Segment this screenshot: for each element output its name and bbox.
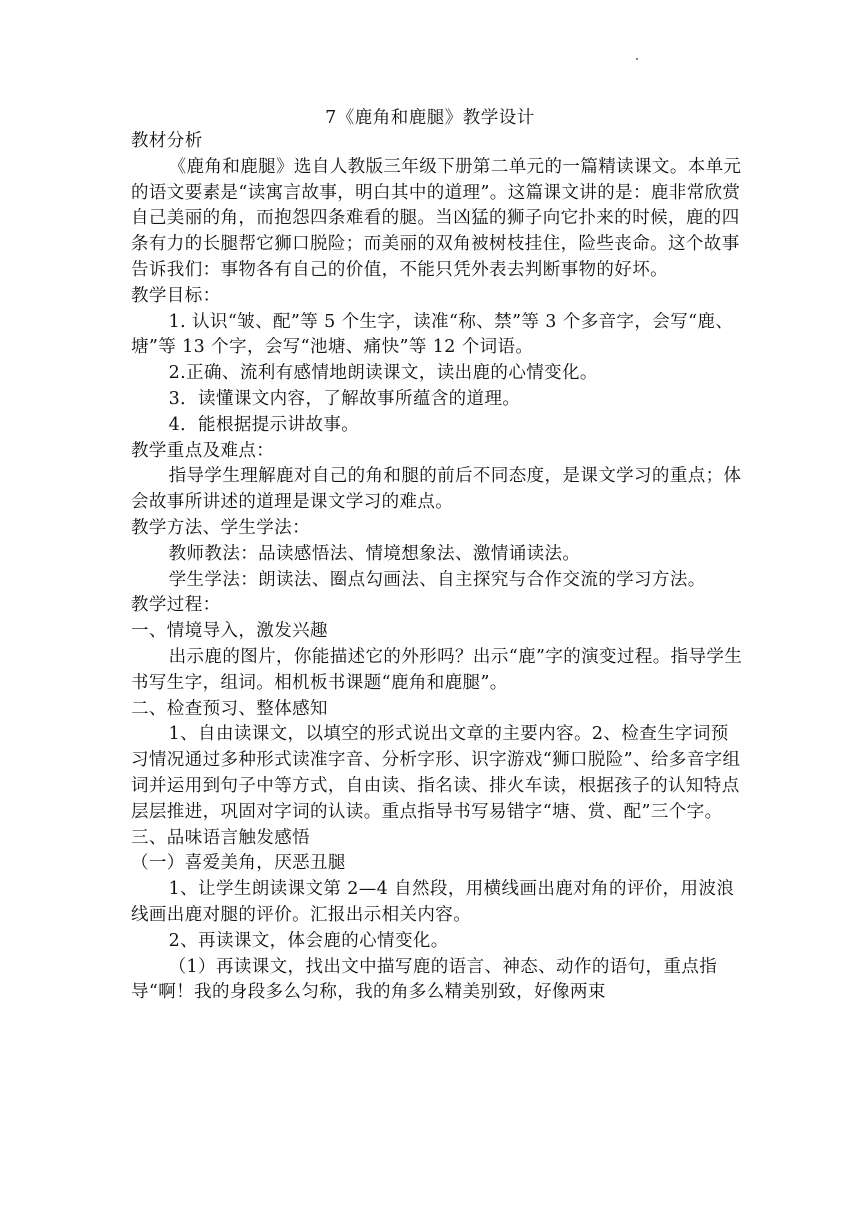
section-heading: （一）喜爱美角，厌恶丑腿 — [131, 853, 346, 874]
body-paragraph: 教师教法：品读感悟法、情境想象法、激情诵读法。 — [168, 543, 581, 564]
body-paragraph: 1、自由读课文，以填空的形式说出文章的主要内容。2、检查生字词预习情况通过多种形式读准字音、分析字形、识字游戏“狮口脱险”、给多音字组词并运用到句子中等方式，自由读、指名读、排火车读，根据孩子的认知特点层层推进，巩固对字词的认读。重点指导书写易错字“塘、赏、配”三个字。 — [131, 724, 741, 822]
body-paragraph: 出示鹿的图片，你能描述它的外形吗？出示“鹿”字的演变过程。指导学生书写生字，组词。相机板书课题“鹿角和鹿腿”。 — [131, 646, 743, 693]
body-paragraph: 《鹿角和鹿腿》选自人教版三年级下册第二单元的一篇精读课文。本单元的语文要素是“读寓言故事，明白其中的道理”。这篇课文讲的是：鹿非常欣赏自己美丽的角，而抱怨四条难看的腿。当凶猛的狮子向它扑来的时候，鹿的四条有力的长腿帮它狮口脱险；而美丽的双角被树枝挂住，险些丧命。这个故事告诉我们：事物各有自己的价值，不能只凭外表去判断事物的好坏。 — [131, 156, 742, 280]
body-paragraph: 学生学法：朗读法、圈点勾画法、自主探究与合作交流的学习方法。 — [168, 569, 706, 590]
body-paragraph: 1. 认识“皱、配”等 5 个生字，读准“称、禁”等 3 个多音字，会写“鹿、塘”等 13 个字，会写“池塘、痛快”等 12 个词语。 — [131, 311, 734, 358]
body-paragraph: 2、再读课文，体会鹿的心情变化。 — [168, 930, 449, 951]
body-paragraph: 指导学生理解鹿对自己的角和腿的前后不同态度，是课文学习的重点；体会故事所讲述的道理是课文学习的难点。 — [131, 466, 742, 513]
section-heading: 教材分析 — [131, 131, 203, 151]
body-paragraph: 2.正确、流利有感情地朗读课文，读出鹿的心情变化。 — [168, 363, 598, 384]
document-title: 7《鹿角和鹿腿》教学设计 — [325, 108, 535, 128]
section-heading: 教学过程： — [131, 595, 221, 616]
body-paragraph: 3．读懂课文内容，了解故事所蕴含的道理。 — [168, 388, 521, 409]
section-heading: 一、情境导入，激发兴趣 — [131, 621, 328, 642]
section-heading: 教学目标： — [131, 285, 221, 306]
speck-mark — [636, 58, 638, 60]
body-paragraph: 1、让学生朗读课文第 2—4 自然段，用横线画出鹿对角的评价，用波浪线画出鹿对腿的评价。汇报出示相关内容。 — [131, 879, 735, 925]
body-paragraph: （1）再读课文，找出文中描写鹿的语言、神态、动作的语句，重点指导“啊！我的身段多么匀称，我的角多么精美别致，好像两束 — [131, 956, 718, 1003]
body-paragraph: 4．能根据提示讲故事。 — [168, 414, 360, 435]
section-heading: 二、检查预习、整体感知 — [131, 698, 328, 719]
section-heading: 教学重点及难点： — [131, 440, 275, 461]
document-body — [131, 129, 743, 1006]
section-heading: 教学方法、学生学法： — [131, 517, 310, 538]
section-heading: 三、品味语言触发感悟 — [131, 827, 310, 848]
